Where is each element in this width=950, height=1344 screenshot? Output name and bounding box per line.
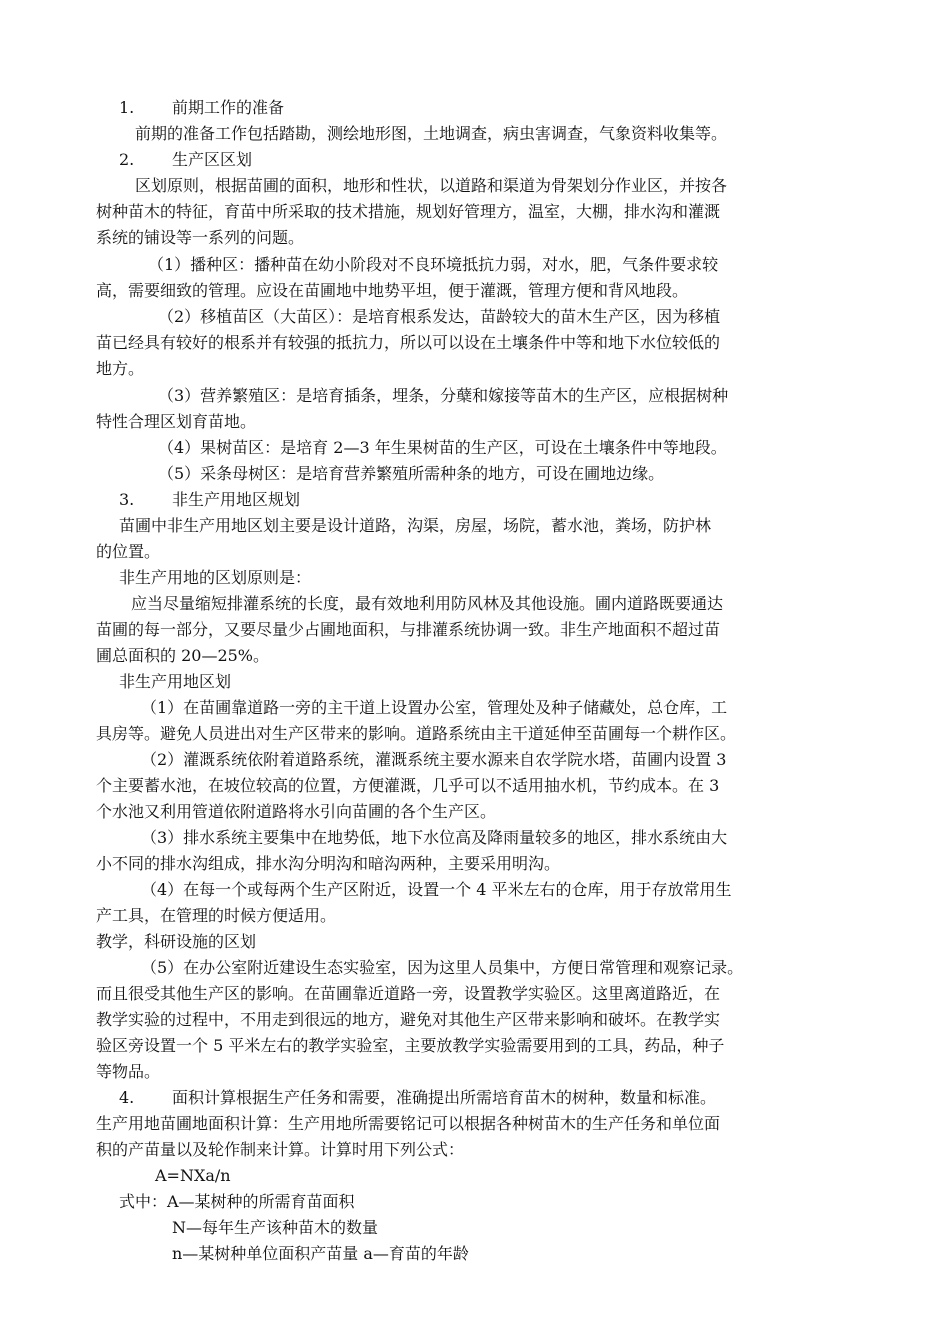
zone-item-1-line: （1）播种区：播种苗在幼小阶段对不良环境抵抗力弱，对水，肥，气条件要求较 (148, 255, 719, 274)
formula-definition: N—每年生产该种苗木的数量 (172, 1218, 379, 1237)
principle-line: 圃总面积的 20—25%。 (96, 646, 270, 665)
education-heading: 教学，科研设施的区划 (96, 932, 257, 951)
section-2-title: 生产区区划 (172, 150, 253, 169)
plan-item-2-line: （2）灌溉系统依附着道路系统，灌溉系统主要水源来自农学院水塔，苗圃内设置 3 (141, 750, 727, 769)
zone-item-2-line: 地方。 (96, 359, 145, 378)
plan-item-2-line: 个水池又利用管道依附道路将水引向苗圃的各个生产区。 (96, 802, 497, 821)
section-2-paragraph-line: 区划原则，根据苗圃的面积，地形和性状，以道路和渠道为骨架划分作业区，并按各 (135, 176, 728, 195)
section-1-title: 前期工作的准备 (172, 98, 285, 117)
plan-heading: 非生产用地区划 (119, 672, 232, 691)
section-2-paragraph-line: 树种苗木的特征，育苗中所采取的技术措施，规划好管理方，温室，大棚，排水沟和灌溉 (96, 202, 721, 221)
education-line: 等物品。 (96, 1062, 161, 1081)
section-1-paragraph: 前期的准备工作包括踏勘，测绘地形图，土地调查，病虫害调查，气象资料收集等。 (135, 124, 728, 143)
section-4-number: 4. (119, 1088, 135, 1107)
plan-item-4-line: 产工具，在管理的时候方便适用。 (96, 906, 337, 925)
plan-item-1-line: 具房等。避免人员进出对生产区带来的影响。道路系统由主干道延伸至苗圃每一个耕作区。 (96, 724, 737, 743)
plan-item-1-line: （1）在苗圃靠道路一旁的主干道上设置办公室，管理处及种子储藏处，总仓库，工 (141, 698, 728, 717)
principle-heading: 非生产用地的区划原则是： (119, 568, 312, 587)
section-4-title: 面积计算根据生产任务和需要，准确提出所需培育苗木的树种，数量和标准。 (172, 1088, 717, 1107)
zone-item-3-line: 特性合理区划育苗地。 (96, 412, 257, 431)
section-3-paragraph-line: 苗圃中非生产用地区划主要是设计道路，沟渠，房屋，场院，蓄水池，粪场，防护林 (119, 516, 712, 535)
formula: A=NXa/n (155, 1166, 231, 1185)
section-4-paragraph-line: 生产用地苗圃地面积计算：生产用地所需要铭记可以根据各种树苗木的生产任务和单位面 (96, 1114, 721, 1133)
zone-item-4: （4）果树苗区：是培育 2—3 年生果树苗的生产区，可设在土壤条件中等地段。 (158, 438, 727, 457)
education-line: 教学实验的过程中，不用走到很远的地方，避免对其他生产区带来影响和破坏。在教学实 (96, 1010, 721, 1029)
formula-definition: n—某树种单位面积产苗量 a—育苗的年龄 (172, 1244, 469, 1263)
plan-item-2-line: 个主要蓄水池，在坡位较高的位置，方便灌溉，几乎可以不适用抽水机，节约成本。在 3 (96, 776, 720, 795)
zone-item-2-line: 苗已经具有较好的根系并有较强的抵抗力，所以可以设在土壤条件中等和地下水位较低的 (96, 333, 721, 352)
zone-item-3-line: （3）营养繁殖区：是培育插条，埋条，分蘖和嫁接等苗木的生产区，应根据树种 (158, 386, 729, 405)
zone-item-1-line: 高，需要细致的管理。应设在苗圃地中地势平坦，便于灌溉，管理方便和背风地段。 (96, 281, 689, 300)
section-3-paragraph-line: 的位置。 (96, 542, 161, 561)
plan-item-3-line: （3）排水系统主要集中在地势低，地下水位高及降雨量较多的地区，排水系统由大 (141, 828, 728, 847)
education-line: 而且很受其他生产区的影响。在苗圃靠近道路一旁，设置教学实验区。这里离道路近，在 (96, 984, 721, 1003)
section-1-number: 1. (119, 98, 135, 117)
plan-item-3-line: 小不同的排水沟组成，排水沟分明沟和暗沟两种，主要采用明沟。 (96, 854, 561, 873)
zone-item-2-line: （2）移植苗区（大苗区）：是培育根系发达，苗龄较大的苗木生产区，因为移植 (158, 307, 721, 326)
zone-item-5: （5）采条母树区：是培育营养繁殖所需种条的地方，可设在圃地边缘。 (158, 464, 665, 483)
section-3-title: 非生产用地区规划 (172, 490, 301, 509)
principle-line: 应当尽量缩短排灌系统的长度，最有效地利用防风林及其他设施。圃内道路既要通达 (131, 594, 724, 613)
section-2-paragraph-line: 系统的铺设等一系列的问题。 (96, 228, 305, 247)
section-2-number: 2. (119, 150, 135, 169)
section-4-paragraph-line: 积的产苗量以及轮作制来计算。计算时用下列公式： (96, 1140, 465, 1159)
principle-line: 苗圃的每一部分，又要尽量少占圃地面积，与排灌系统协调一致。非生产地面积不超过苗 (96, 620, 721, 639)
education-line: （5）在办公室附近建设生态实验室，因为这里人员集中，方便日常管理和观察记录。 (141, 958, 744, 977)
plan-item-4-line: （4）在每一个或每两个生产区附近，设置一个 4 平米左右的仓库，用于存放常用生 (141, 880, 732, 899)
formula-definition: 式中：A—某树种的所需育苗面积 (119, 1192, 355, 1211)
education-line: 验区旁设置一个 5 平米左右的教学实验室，主要放教学实验需要用到的工具，药品，种子 (96, 1036, 725, 1055)
section-3-number: 3. (119, 490, 135, 509)
